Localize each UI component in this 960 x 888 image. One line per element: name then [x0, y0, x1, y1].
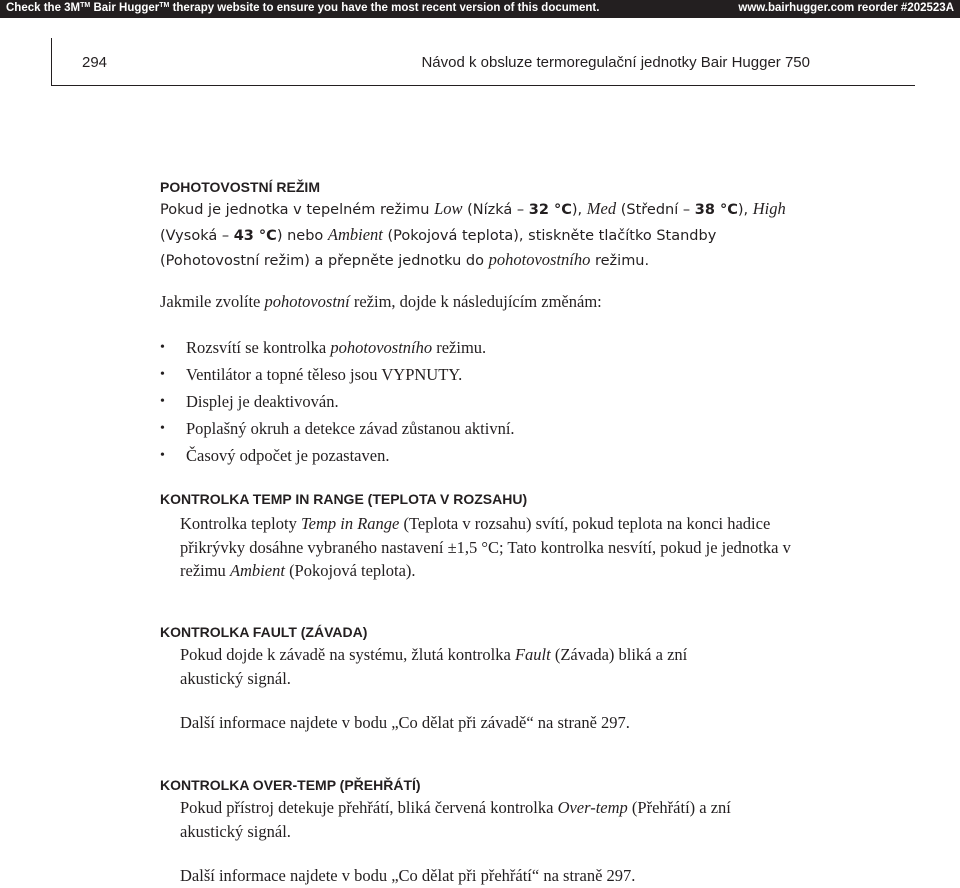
list-item: • Displej je deaktivován. — [160, 388, 515, 415]
trademark-sup: TM — [80, 2, 91, 9]
list-item: • Poplašný okruh a detekce závad zůstanou aktivní. — [160, 415, 515, 442]
over-temp-info-reference: Další informace najdete v bodu „Co dělat při přehřátí“ na straně 297. — [180, 866, 636, 885]
page-number: 294 — [82, 54, 108, 71]
standby-paragraph: Pokud je jednotka v tepelném režimu Low (Nízká – 32 °C), Med (Střední – 38 °C), High (Vysoká – 43 °C) nebo Ambient (Pokojová teplota), stiskněte tlačítko Standby (Pohotovostní režim) a přepněte jednotku do pohotovostního režimu. — [160, 199, 786, 269]
bullet-icon: • — [160, 340, 165, 355]
section-heading-fault: KONTROLKA FAULT (ZÁVADA) — [160, 624, 368, 640]
bullet-icon: • — [160, 394, 165, 409]
list-item: • Rozsvítí se kontrolka pohotovostního režimu. — [160, 334, 515, 361]
notice-text: Bair Hugger — [90, 2, 160, 14]
fault-paragraph: Pokud dojde k závadě na systému, žlutá kontrolka Fault (Závada) bliká a zní akustický signál. — [180, 645, 688, 688]
version-notice-bar — [0, 0, 960, 18]
temp-in-range-paragraph: Kontrolka teploty Temp in Range (Teplota v rozsahu) svítí, pokud teplota na konci hadice přikrývky dosáhne vybraného nastavení ±1,5 °C; Tato kontrolka nesvítí, pokud je jednotka v režimu Ambient (Pokojová teplota). — [180, 514, 791, 580]
standby-changes-intro: Jakmile zvolíte pohotovostní režim, dojde k následujícím změnám: — [160, 292, 602, 311]
standby-changes-list — [160, 334, 515, 469]
notice-text: therapy website to ensure you have the most recent version of this document. — [169, 2, 600, 14]
fault-info-reference: Další informace najdete v bodu „Co dělat při závadě“ na straně 297. — [180, 713, 630, 732]
bullet-icon: • — [160, 367, 165, 382]
bullet-icon: • — [160, 448, 165, 463]
trademark-sup: TM — [159, 2, 170, 9]
section-heading-over-temp: KONTROLKA OVER-TEMP (PŘEHŘÁTÍ) — [160, 777, 421, 793]
list-item: • Časový odpočet je pozastaven. — [160, 442, 515, 469]
section-heading-temp-in-range: KONTROLKA TEMP IN RANGE (TEPLOTA V ROZSAHU) — [160, 491, 528, 507]
version-notice — [6, 2, 599, 14]
notice-text: Check the 3M — [6, 2, 81, 14]
over-temp-paragraph: Pokud přístroj detekuje přehřátí, bliká červená kontrolka Over-temp (Přehřátí) a zní akustický signál. — [180, 798, 731, 841]
reorder-number: www.bairhugger.com reorder #202523A — [738, 2, 954, 14]
section-heading-standby: POHOTOVOSTNÍ REŽIM — [160, 179, 320, 195]
bullet-icon: • — [160, 421, 165, 436]
list-item: • Ventilátor a topné těleso jsou VYPNUTY. — [160, 361, 515, 388]
page-title: Návod k obsluze termoregulační jednotky Bair Hugger 750 — [421, 54, 810, 71]
